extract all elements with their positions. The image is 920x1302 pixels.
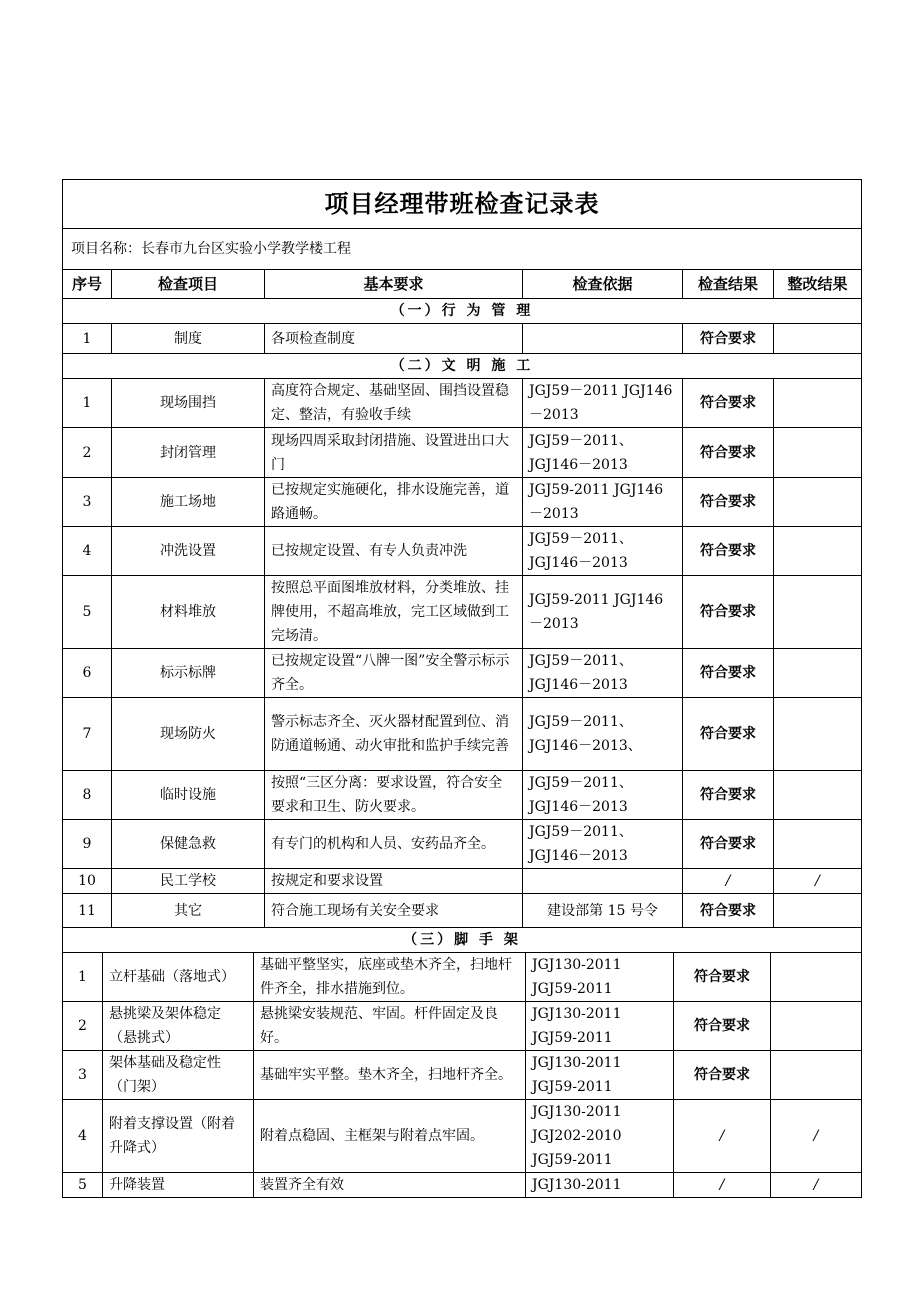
check-result: 符合要求 (683, 379, 774, 428)
project-name: 项目名称：长春市九台区实验小学教学楼工程 (63, 229, 862, 270)
table-row (63, 1002, 862, 1051)
table-row (63, 894, 862, 928)
requirement: 附着点稳固、主框架与附着点牢固。 (254, 1100, 526, 1173)
row-number: 5 (63, 1173, 103, 1198)
fix-result (774, 428, 862, 478)
row-number: 6 (63, 649, 112, 698)
table-row (63, 379, 862, 428)
requirement: 按照“三区分离：要求设置，符合安全要求和卫生、防火要求。 (265, 771, 523, 820)
fix-result: / (774, 869, 862, 894)
check-item: 升降装置 (103, 1173, 254, 1198)
row-number: 5 (63, 576, 112, 649)
check-item: 材料堆放 (112, 576, 265, 649)
row-number: 2 (63, 1002, 103, 1051)
check-result: 符合要求 (683, 820, 774, 869)
section-row (63, 928, 862, 953)
fix-result (771, 953, 862, 1002)
fix-result (774, 324, 862, 354)
requirement: 按规定和要求设置 (265, 869, 523, 894)
basis: JGJ59-2011 JGJ146－2013 (523, 576, 683, 649)
basis: JGJ59－2011、JGJ146－2013 (523, 527, 683, 576)
check-result: 符合要求 (683, 894, 774, 928)
table-row (63, 527, 862, 576)
check-item: 制度 (112, 324, 265, 354)
basis (523, 869, 683, 894)
table-row (63, 478, 862, 527)
fix-result (774, 576, 862, 649)
inspection-record-sheet (62, 179, 861, 1198)
fix-result (774, 820, 862, 869)
table-row (63, 698, 862, 771)
section-label: （一）行 为 管 理 (63, 299, 862, 324)
check-result: 符合要求 (674, 1002, 771, 1051)
section-row (63, 299, 862, 324)
basis: JGJ59－2011、JGJ146－2013 (523, 820, 683, 869)
requirement: 基础牢实平整。垫木齐全，扫地杆齐全。 (254, 1051, 526, 1100)
requirement: 有专门的机构和人员、安药品齐全。 (265, 820, 523, 869)
fix-result (774, 894, 862, 928)
table-row (63, 576, 862, 649)
basis: JGJ130-2011 JGJ59-2011 (526, 1051, 674, 1100)
requirement: 按照总平面图堆放材料，分类堆放、挂牌使用，不超高堆放，完工区域做到工完场清。 (265, 576, 523, 649)
document-title: 项目经理带班检查记录表 (63, 180, 862, 229)
fix-result (771, 1051, 862, 1100)
table-row (63, 771, 862, 820)
basis: JGJ130-2011 JGJ202-2010 JGJ59-2011 (526, 1100, 674, 1173)
basis: JGJ59－2011 JGJ146－2013 (523, 379, 683, 428)
check-item: 其它 (112, 894, 265, 928)
check-item: 架体基础及稳定性（门架） (103, 1051, 254, 1100)
fix-result: / (771, 1173, 862, 1198)
check-result: 符合要求 (674, 953, 771, 1002)
inspection-table-scaffold (62, 927, 862, 1198)
requirement: 现场四周采取封闭措施、设置进出口大门 (265, 428, 523, 478)
check-item: 标示标牌 (112, 649, 265, 698)
check-item: 施工场地 (112, 478, 265, 527)
requirement: 高度符合规定、基础坚固、围挡设置稳定、整洁，有验收手续 (265, 379, 523, 428)
check-item: 悬挑梁及架体稳定（悬挑式） (103, 1002, 254, 1051)
requirement: 已按规定实施硬化，排水设施完善，道路通畅。 (265, 478, 523, 527)
row-number: 9 (63, 820, 112, 869)
row-number: 8 (63, 771, 112, 820)
basis: JGJ130-2011 (526, 1173, 674, 1198)
check-result: 符合要求 (683, 478, 774, 527)
row-number: 10 (63, 869, 112, 894)
section-row (63, 354, 862, 379)
check-item: 现场围挡 (112, 379, 265, 428)
table-row (63, 1100, 862, 1173)
basis: JGJ59-2011 JGJ146－2013 (523, 478, 683, 527)
check-item: 附着支撑设置（附着升降式） (103, 1100, 254, 1173)
check-item: 临时设施 (112, 771, 265, 820)
requirement: 基础平整坚实，底座或垫木齐全，扫地杆件齐全，排水措施到位。 (254, 953, 526, 1002)
check-item: 冲洗设置 (112, 527, 265, 576)
check-item: 现场防火 (112, 698, 265, 771)
check-result: / (683, 869, 774, 894)
requirement: 悬挑梁安装规范、牢固。杆件固定及良好。 (254, 1002, 526, 1051)
inspection-table-top (62, 179, 862, 928)
table-row (63, 324, 862, 354)
basis: 建设部第 15 号令 (523, 894, 683, 928)
check-result: / (674, 1100, 771, 1173)
basis: JGJ59－2011、JGJ146－2013、 (523, 698, 683, 771)
header-fix: 整改结果 (774, 270, 862, 299)
row-number: 1 (63, 953, 103, 1002)
check-result: 符合要求 (683, 527, 774, 576)
fix-result (774, 771, 862, 820)
check-item: 立杆基础（落地式） (103, 953, 254, 1002)
check-item: 封闭管理 (112, 428, 265, 478)
check-result: 符合要求 (683, 324, 774, 354)
fix-result (774, 649, 862, 698)
requirement: 符合施工现场有关安全要求 (265, 894, 523, 928)
check-result: 符合要求 (683, 576, 774, 649)
requirement: 各项检查制度 (265, 324, 523, 354)
fix-result: / (771, 1100, 862, 1173)
fix-result (774, 478, 862, 527)
check-result: 符合要求 (683, 698, 774, 771)
basis: JGJ59－2011、JGJ146－2013 (523, 428, 683, 478)
check-result: 符合要求 (674, 1051, 771, 1100)
basis: JGJ59－2011、JGJ146－2013 (523, 771, 683, 820)
check-item: 民工学校 (112, 869, 265, 894)
header-no: 序号 (63, 270, 112, 299)
requirement: 已按规定设置、有专人负责冲洗 (265, 527, 523, 576)
basis: JGJ130-2011 JGJ59-2011 (526, 1002, 674, 1051)
check-result: 符合要求 (683, 428, 774, 478)
section-label: （二）文 明 施 工 (63, 354, 862, 379)
table-row (63, 428, 862, 478)
header-basis: 检查依据 (523, 270, 683, 299)
fix-result (774, 698, 862, 771)
section-label: （三）脚 手 架 (63, 928, 862, 953)
table-row (63, 649, 862, 698)
fix-result (774, 379, 862, 428)
check-result: 符合要求 (683, 771, 774, 820)
table-header-row (63, 270, 862, 299)
row-number: 11 (63, 894, 112, 928)
table-row (63, 869, 862, 894)
check-result: / (674, 1173, 771, 1198)
table-row (63, 953, 862, 1002)
table-row (63, 820, 862, 869)
requirement: 装置齐全有效 (254, 1173, 526, 1198)
requirement: 警示标志齐全、灭火器材配置到位、消防通道畅通、动火审批和监护手续完善 (265, 698, 523, 771)
row-number: 4 (63, 1100, 103, 1173)
basis (523, 324, 683, 354)
table-row (63, 1173, 862, 1198)
requirement: 已按规定设置“八牌一图”安全警示标示齐全。 (265, 649, 523, 698)
header-requirement: 基本要求 (265, 270, 523, 299)
row-number: 4 (63, 527, 112, 576)
table-row (63, 1051, 862, 1100)
check-item: 保健急救 (112, 820, 265, 869)
fix-result (774, 527, 862, 576)
header-result: 检查结果 (683, 270, 774, 299)
check-result: 符合要求 (683, 649, 774, 698)
header-item: 检查项目 (112, 270, 265, 299)
basis: JGJ59－2011、JGJ146－2013 (523, 649, 683, 698)
row-number: 7 (63, 698, 112, 771)
row-number: 2 (63, 428, 112, 478)
basis: JGJ130-2011 JGJ59-2011 (526, 953, 674, 1002)
row-number: 3 (63, 478, 112, 527)
fix-result (771, 1002, 862, 1051)
row-number: 3 (63, 1051, 103, 1100)
row-number: 1 (63, 324, 112, 354)
row-number: 1 (63, 379, 112, 428)
